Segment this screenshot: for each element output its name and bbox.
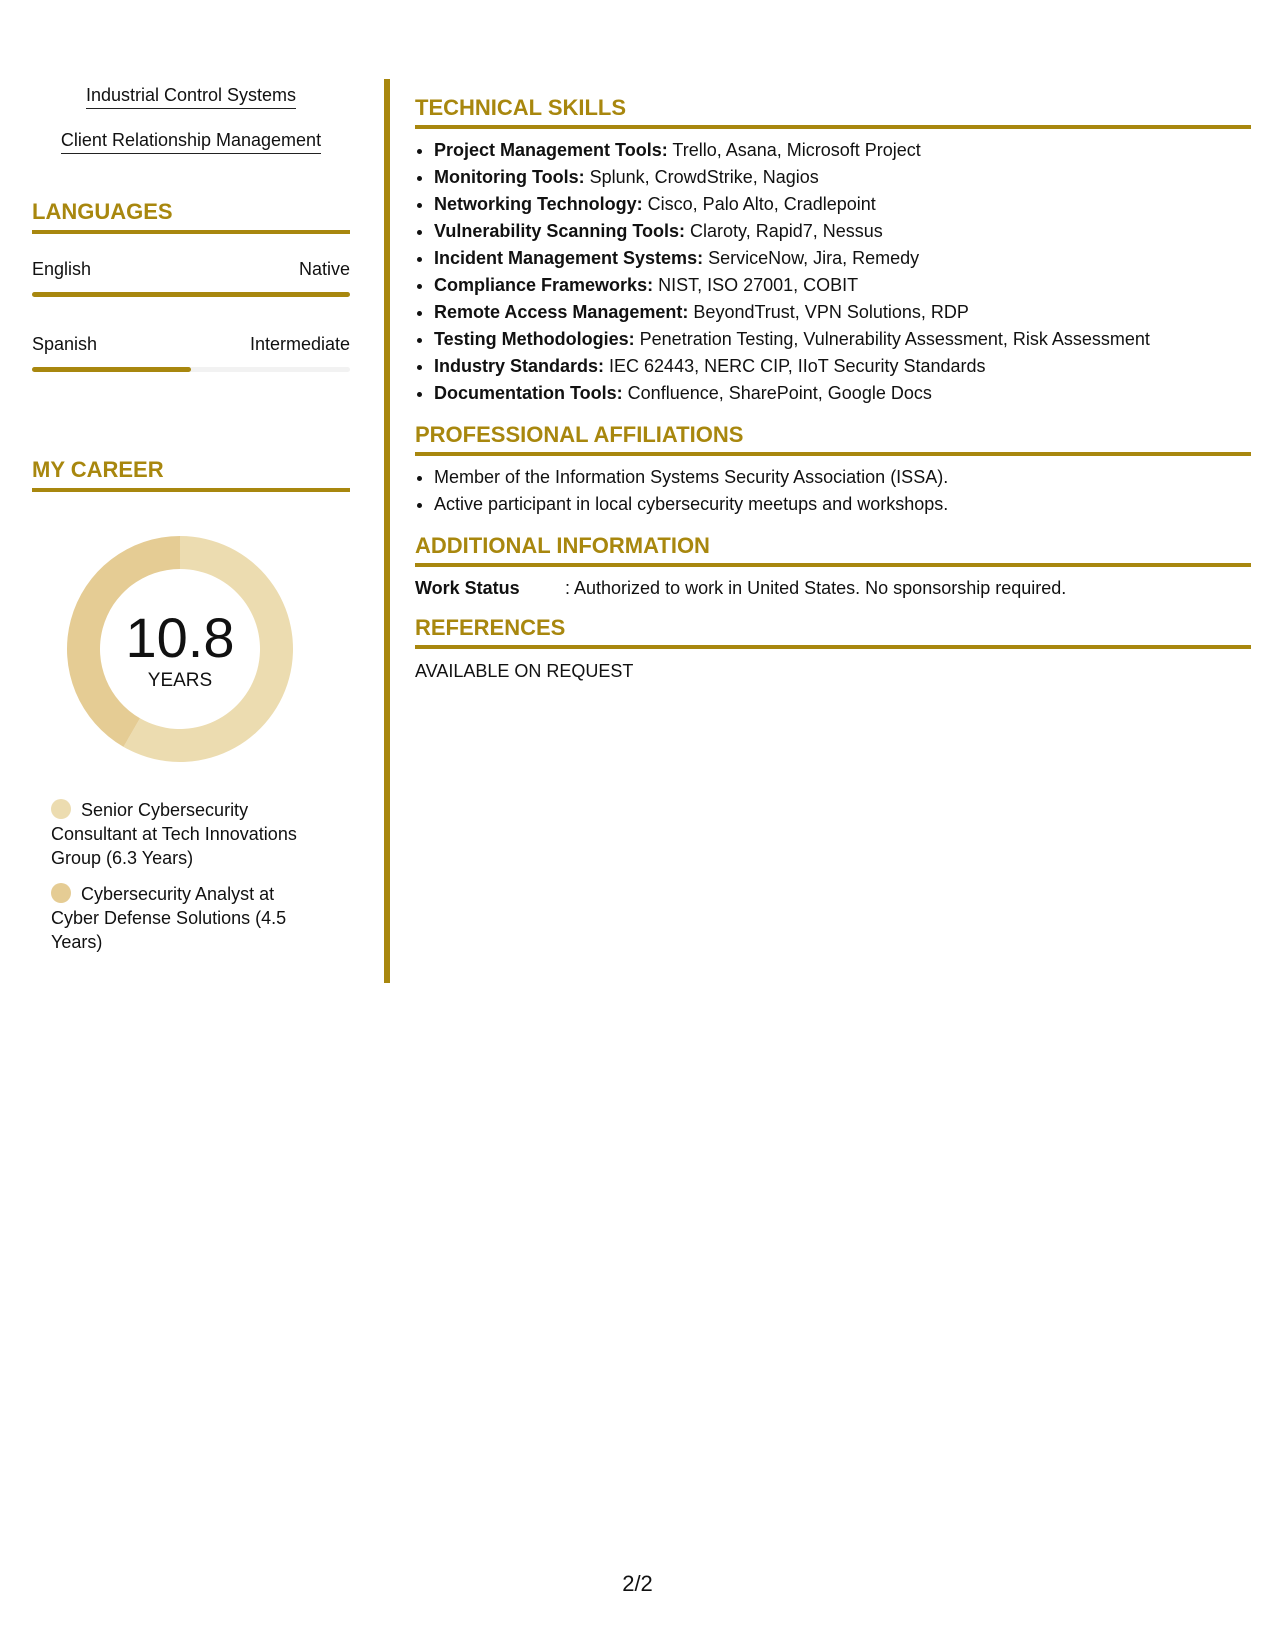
list-item <box>434 380 1251 407</box>
references-heading: REFERENCES <box>415 614 1251 649</box>
skill-label: Networking Technology: <box>434 194 643 214</box>
language-name: English <box>32 259 92 279</box>
legend-item <box>51 882 321 954</box>
languages-section <box>32 198 350 372</box>
affiliations-heading: PROFESSIONAL AFFILIATIONS <box>415 421 1251 456</box>
additional-info-heading: ADDITIONAL INFORMATION <box>415 532 1251 567</box>
list-item <box>434 218 1251 245</box>
list-item <box>434 353 1251 380</box>
list-item: • Active participant in local cybersecurity meetups and workshops. <box>434 491 1251 518</box>
skill-tag: Client Relationship Management <box>61 129 321 154</box>
work-status-label: Work Status <box>415 578 520 598</box>
affiliations-list <box>415 464 1251 518</box>
skill-value: Trello, Asana, Microsoft Project <box>667 140 921 160</box>
language-item <box>32 258 350 297</box>
list-item: • Member of the Information Systems Security Association (ISSA). <box>434 464 1251 491</box>
main-column <box>415 94 1251 697</box>
career-heading: MY CAREER <box>32 456 350 492</box>
skill-value: Cisco, Palo Alto, Cradlepoint <box>642 194 876 214</box>
list-item <box>434 191 1251 218</box>
language-name: Spanish <box>32 334 98 354</box>
technical-skills-section <box>415 94 1251 407</box>
language-bar-fill <box>32 367 191 372</box>
skill-value: BeyondTrust, VPN Solutions, RDP <box>688 302 969 322</box>
skill-value: Confluence, SharePoint, Google Docs <box>622 383 932 403</box>
skill-value: Splunk, CrowdStrike, Nagios <box>584 167 819 187</box>
references-text: AVAILABLE ON REQUEST <box>415 661 634 681</box>
technical-skills-list <box>415 137 1251 407</box>
column-divider <box>384 79 390 983</box>
list-item <box>434 326 1251 353</box>
legend-item <box>51 798 321 870</box>
list-item <box>434 164 1251 191</box>
language-bar-fill <box>32 292 350 297</box>
list-item <box>434 299 1251 326</box>
technical-skills-heading: TECHNICAL SKILLS <box>415 94 1251 129</box>
language-level: Native <box>298 259 350 279</box>
work-status-value: : Authorized to work in United States. No sponsorship required. <box>565 578 1067 598</box>
skill-value: Penetration Testing, Vulnerability Assessment, Risk Assessment <box>634 329 1150 349</box>
languages-heading: LANGUAGES <box>32 198 350 234</box>
affiliations-section <box>415 421 1251 518</box>
list-item <box>434 137 1251 164</box>
skill-value: NIST, ISO 27001, COBIT <box>653 275 859 295</box>
legend-label: Senior Cybersecurity Consultant at Tech Innovations Group (6.3 Years) <box>51 800 297 868</box>
career-section <box>32 456 350 954</box>
legend-label: Cybersecurity Analyst at Cyber Defense Solutions (4.5 Years) <box>51 884 287 952</box>
skill-value: IEC 62443, NERC CIP, IIoT Security Standards <box>604 356 986 376</box>
language-level: Intermediate <box>249 334 350 354</box>
language-bar <box>32 367 350 372</box>
legend-dot <box>51 799 71 819</box>
skill-label: Monitoring Tools: <box>434 167 585 187</box>
total-years-label: YEARS <box>147 670 213 691</box>
list-item <box>434 272 1251 299</box>
references-section <box>415 614 1251 683</box>
skill-label: Compliance Frameworks: <box>434 275 654 295</box>
skill-tag: Industrial Control Systems <box>86 84 296 109</box>
skill-label: Industry Standards: <box>434 356 605 376</box>
career-donut-chart <box>67 536 293 762</box>
language-item <box>32 333 350 372</box>
skill-label: Documentation Tools: <box>434 383 623 403</box>
skill-label: Remote Access Management: <box>434 302 689 322</box>
skill-label: Incident Management Systems: <box>434 248 704 268</box>
total-years: 10.8 <box>125 606 235 669</box>
skill-label: Vulnerability Scanning Tools: <box>434 221 686 241</box>
language-bar <box>32 292 350 297</box>
list-item <box>434 245 1251 272</box>
skill-value: Claroty, Rapid7, Nessus <box>685 221 883 241</box>
skill-value: ServiceNow, Jira, Remedy <box>703 248 920 268</box>
sidebar <box>32 84 350 966</box>
career-legend <box>51 798 321 954</box>
legend-dot <box>51 883 71 903</box>
additional-info-section <box>415 532 1251 600</box>
work-status-row <box>415 576 1251 600</box>
skill-tags <box>32 84 350 174</box>
page-number: 2/2 <box>622 1571 653 1596</box>
skill-label: Project Management Tools: <box>434 140 668 160</box>
skill-label: Testing Methodologies: <box>434 329 635 349</box>
